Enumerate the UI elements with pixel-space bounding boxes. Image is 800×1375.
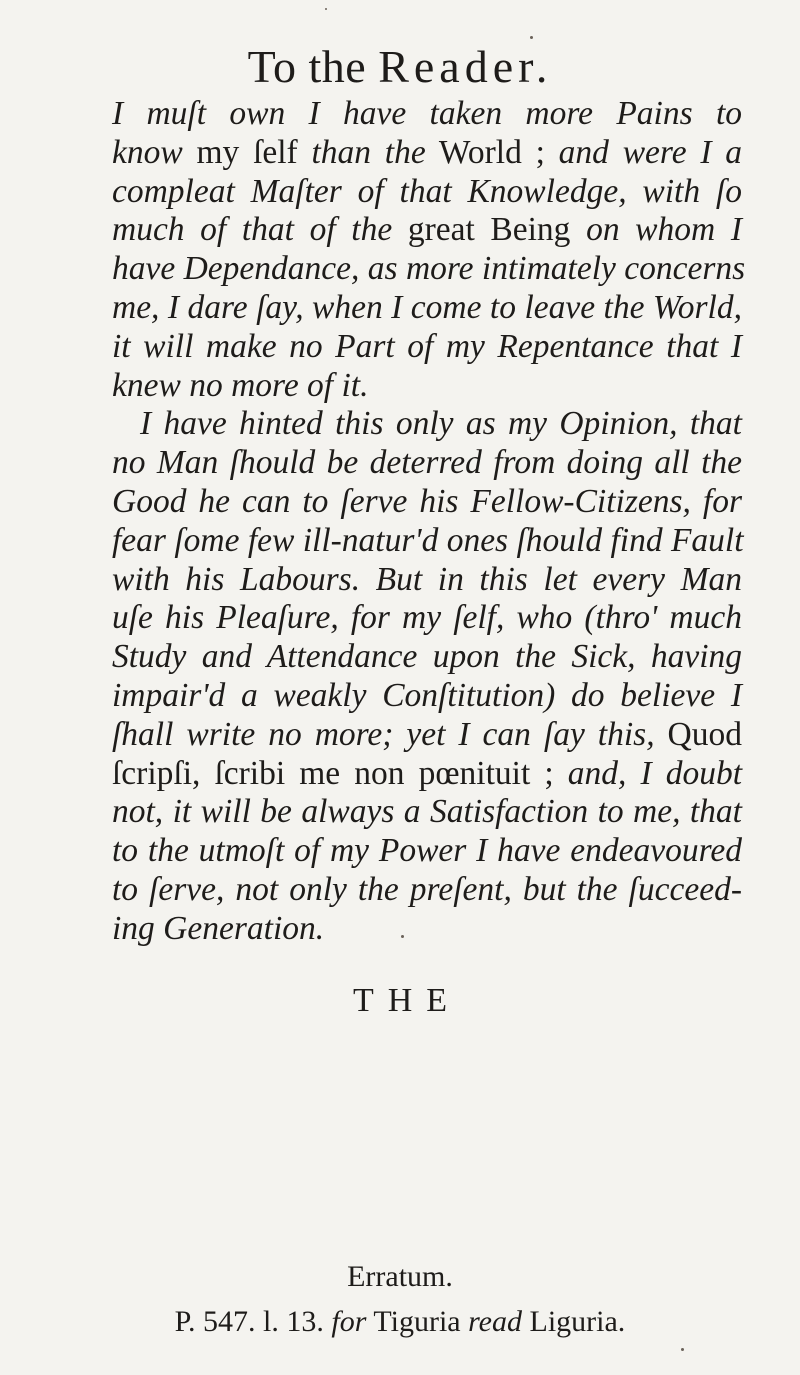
text-segment: on whom I [586,211,742,249]
text-segment: I muſt own I have taken more Pains to [112,95,742,132]
text-line [112,677,742,716]
text-segment: I have hinted this only as my Opinion, that [140,405,742,443]
erratum-line [0,1305,800,1339]
text-line [112,405,742,444]
erratum-for: for [331,1305,367,1338]
text-line [112,910,742,949]
text-segment: great Being [392,211,587,249]
text-segment: know [112,133,183,171]
page-header [0,40,800,93]
text-segment: ing Generation. [112,909,325,947]
text-line [112,638,742,677]
text-line [112,522,742,561]
text-line [112,328,742,367]
text-segment: with his Labours. But in this let every Man [112,560,742,598]
text-line [112,716,742,755]
catchword: THE [352,982,462,1019]
text-line [112,367,742,406]
paper-speck [401,935,404,938]
text-segment: and, I doubt [567,754,743,792]
erratum-right: Liguria. [522,1305,626,1338]
text-line [112,289,742,328]
text-segment: me, I dare ſay, when I come to leave the World, [112,288,742,326]
erratum-wrong: Tiguria [366,1305,469,1338]
text-segment: World ; [425,133,559,171]
text-segment: Study and Attendance upon the Sick, having [112,638,742,676]
text-line [112,134,742,173]
erratum-reference: P. 547. l. 13. [174,1305,332,1338]
text-segment: compleat Maſter of that Knowledge, with ſo [112,172,742,210]
text-line [112,444,742,483]
header-prefix: To the [247,41,379,92]
header-reader: Reader. [378,41,553,92]
paper-speck [530,36,533,39]
text-line [112,832,742,871]
text-line [112,95,742,134]
text-segment: it will make no Part of my Repentance that I [112,327,742,365]
text-line [112,250,746,289]
text-line [112,793,742,832]
text-segment: much of that of the [112,211,393,249]
text-line [112,211,742,250]
text-line [112,755,742,794]
text-segment: uſe his Pleaſure, for my ſelf, who (thro' much [112,599,742,637]
text-segment: fear ſome few ill-natur'd ones ſhould find Fault [112,521,744,559]
text-segment: to the utmoſt of my Power I have endeavoured [112,832,742,870]
text-line [112,483,742,522]
paper-speck [325,8,327,10]
text-segment: and were I a [558,133,743,171]
text-line [112,871,742,910]
text-segment: knew no more of it. [112,366,369,404]
text-line [112,561,742,600]
text-segment: to ſerve, not only the preſent, but the ſucceed- [112,870,742,908]
erratum-read: read [468,1305,522,1338]
text-segment: ſhall write no more; yet I can ſay this, [112,715,655,753]
text-segment: impair'd a weakly Conſtitution) do believe I [112,676,742,714]
text-line [112,599,742,638]
text-segment: my ſelf [182,133,312,171]
text-segment: than the [311,133,426,171]
body-text [112,95,746,949]
text-segment: not, it will be always a Satisfaction to me, that [112,793,742,831]
paper-speck [681,1348,684,1351]
text-line [112,173,742,212]
text-segment: Good he can to ſerve his Fellow-Citizens, for [112,482,742,520]
text-segment: ſcripſi, ſcribi me non pœnituit ; [112,754,568,792]
text-segment: no Man ſhould be deterred from doing all the [112,444,742,482]
text-segment: have Dependance, as more intimately concerns [112,250,746,288]
erratum-title: Erratum. [347,1260,453,1293]
text-segment: Quod [654,715,742,753]
